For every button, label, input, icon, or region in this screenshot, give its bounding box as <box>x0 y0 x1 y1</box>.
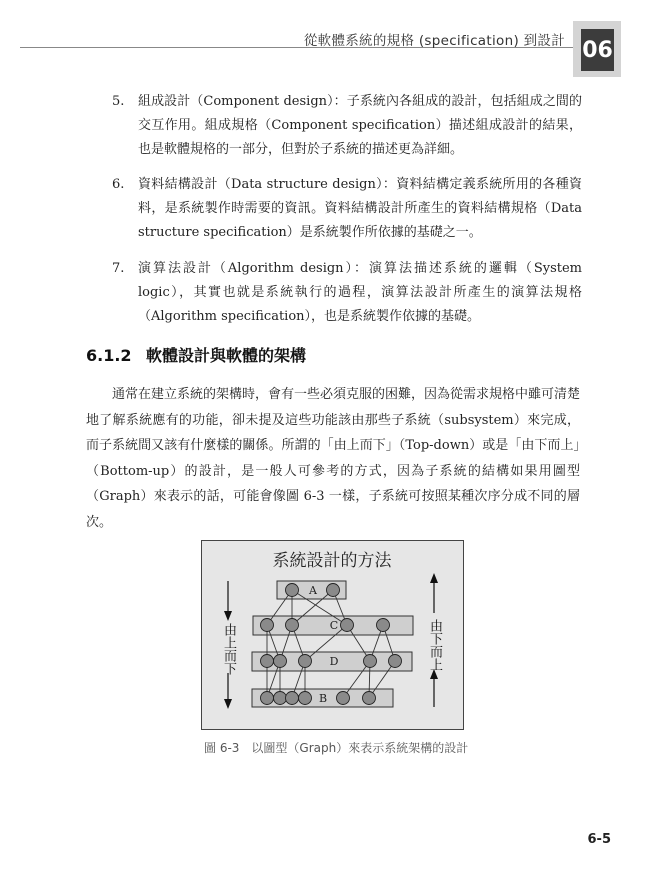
running-header-title: 從軟體系統的規格 (specification) 到設計 <box>303 33 565 49</box>
layer-label: C <box>329 619 339 632</box>
list-item-text: 組成設計（Component design）：子系統內各組成的設計，包括組成之間的交互作用。組成規格（Component specification）描述組成設計的結果，也是軟體規格的一部分，但對於子系統的描述更為詳細。 <box>138 94 582 157</box>
layer-label: A <box>309 584 317 597</box>
figure-caption: 圖 6-3 以圖型（Graph）來表示系統架構的設計 <box>204 741 469 755</box>
section-title: 軟體設計與軟體的架構 <box>146 346 307 365</box>
figure-title: 系統設計的方法 <box>272 551 392 571</box>
diagram-edges <box>267 590 395 698</box>
left-direction-label: 由上而下 <box>221 623 236 675</box>
body-paragraph: 通常在建立系統的架構時，會有一些必須克服的困難，因為從需求規格中雖可清楚地了解系統應有的功能，卻未提及這些功能該由那些子系統（subsystem）來完成，而子系統間又該有什麼樣的關係。所謂的「由上而下」（Top-down）或是「由下而上」（Bottom-up）的設計，是一般人可參考的方式，因為子系統的結構如果用圖型（Graph）來表示的話，可能會像圖 6-3 一樣，子系統可按照某種次序分成不同的層次。 <box>86 387 581 530</box>
list-item-number: 6. <box>112 177 125 192</box>
figure-system-design-diagram <box>201 540 464 730</box>
layer-label: D <box>329 655 339 668</box>
layer-label: B <box>318 692 328 705</box>
page-number: 6-5 <box>587 832 611 847</box>
chapter-number-badge: 06 <box>581 29 614 71</box>
list-item-number: 5. <box>112 94 125 109</box>
section-heading <box>86 343 306 366</box>
section-number: 6.1.2 <box>86 346 132 365</box>
list-item-text: 演算法設計（Algorithm design）：演算法描述系統的邏輯（System logic），其實也就是系統執行的過程，演算法設計所產生的演算法規格（Algorithm specification），也是系統製作依據的基礎。 <box>138 261 582 324</box>
diagram-nodes <box>261 584 402 705</box>
list-item-number: 7. <box>112 261 125 276</box>
list-item-text: 資料結構設計（Data structure design）：資料結構定義系統所用的各種資料，是系統製作時需要的資訊。資料結構設計所產生的資料結構規格（Data structure specification）是系統製作所依據的基礎之一。 <box>138 177 582 240</box>
right-direction-label: 由下而上 <box>427 619 442 671</box>
hierarchy-diagram <box>202 541 463 729</box>
